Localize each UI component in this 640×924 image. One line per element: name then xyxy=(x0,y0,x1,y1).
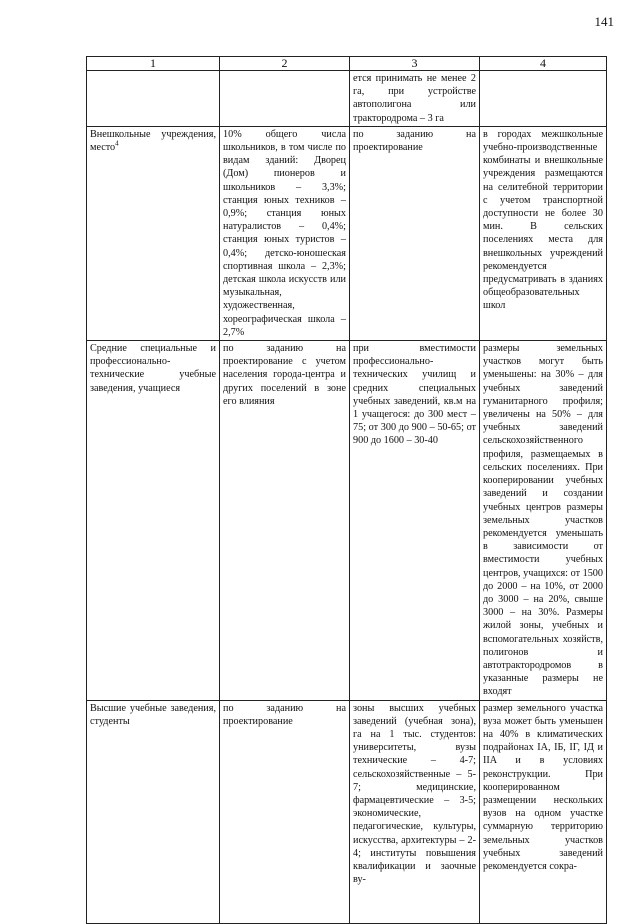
table-row xyxy=(87,126,607,340)
column-number-1: 1 xyxy=(87,57,220,71)
norms-table xyxy=(86,56,607,924)
notes-cell: размеры земельных участков могут быть уменьшены: на 30% – для учебных заведений гуманитарного профиля; увеличены на 50% – для учебных заведений сельскохозяйственного профиля, размещаемых в сельских поселениях. При кооперировании учебных заведений и создании учебных центров размеры земельных участков рекомендуется уменьшать в зависимости от вместимости учебных центров, учащихся: от 1500 до 2000 – на 10%, от 2000 до 3000 – на 20%, свыше 3000 – на 30%. Размеры жилой зоны, учебных и вспомогательных хозяйств, полигонов и автотрактородромов в указанные размеры не входят xyxy=(480,341,607,700)
facility-cell: Внешкольные учреждения, место$^4$ xyxy=(87,126,220,340)
footnote-marker: 4 xyxy=(115,139,119,148)
column-number-3: 3 xyxy=(350,57,480,71)
column-number-2: 2 xyxy=(220,57,350,71)
table-row xyxy=(87,700,607,923)
capacity-norm-cell: 10% общего числа школьников, в том числе по видам зданий: Дворец (Дом) пионеров и школьников – 3,3%; станция юных техников – 0,9%; станция юных натуралистов – 0,4%; станция юных туристов – 0,4%; детско-юношеская спортивная школа – 2,3%; детская школа искусств или музыкальная, художественная, хореографическая школа – 2,7% xyxy=(220,126,350,340)
land-area-cell: ется принимать не менее 2 га, при устройстве автополигона или трактородрома – 3 га xyxy=(350,71,480,127)
table-row xyxy=(87,71,607,127)
capacity-norm-cell xyxy=(220,71,350,127)
facility-cell: Средние специальные и профессионально-технические учебные заведения, учащиеся xyxy=(87,341,220,700)
notes-cell xyxy=(480,71,607,127)
page-number: 141 xyxy=(594,14,614,29)
table-row xyxy=(87,341,607,700)
facility-cell xyxy=(87,71,220,127)
facility-cell: Высшие учебные заведения, студенты xyxy=(87,700,220,923)
notes-cell: в городах межшкольные учебно-производственные комбинаты и внешкольные учреждения размещаются на селитебной территории с учетом транспортной доступности не более 30 мин. В сельских поселениях места для внешкольных учреждений рекомендуется предусматривать в зданиях общеобразовательных школ xyxy=(480,126,607,340)
land-area-cell: зоны высших учебных заведений (учебная зона), га на 1 тыс. студентов: университеты, вузы технические – 4-7; сельскохозяйственные – 5-7; медицинские, фармацевтические – 3-5; экономические, педагогические, культуры, искусства, архитектуры – 2-4; институты повышения квалификации и заочные ву- xyxy=(350,700,480,923)
land-area-cell: при вместимости профессионально-технических училищ и средних специальных учебных заведений, кв.м на 1 учащегося: до 300 мест – 75; от 300 до 900 – 50-65; от 900 до 1600 – 30-40 xyxy=(350,341,480,700)
capacity-norm-cell: по заданию на проектирование xyxy=(220,700,350,923)
notes-cell: размер земельного участка вуза может быть уменьшен на 40% в климатических подрайонах IA, IБ, IГ, IД и IIA и в условиях реконструкции. При кооперированном размещении нескольких вузов на одном участке суммарную территорию земельных участков учебных заведений рекомендуется сокра- xyxy=(480,700,607,923)
capacity-norm-cell: по заданию на проектирование с учетом населения города-центра и других поселений в зоне его влияния xyxy=(220,341,350,700)
land-area-cell: по заданию на проектирование xyxy=(350,126,480,340)
column-number-row xyxy=(87,57,607,71)
column-number-4: 4 xyxy=(480,57,607,71)
